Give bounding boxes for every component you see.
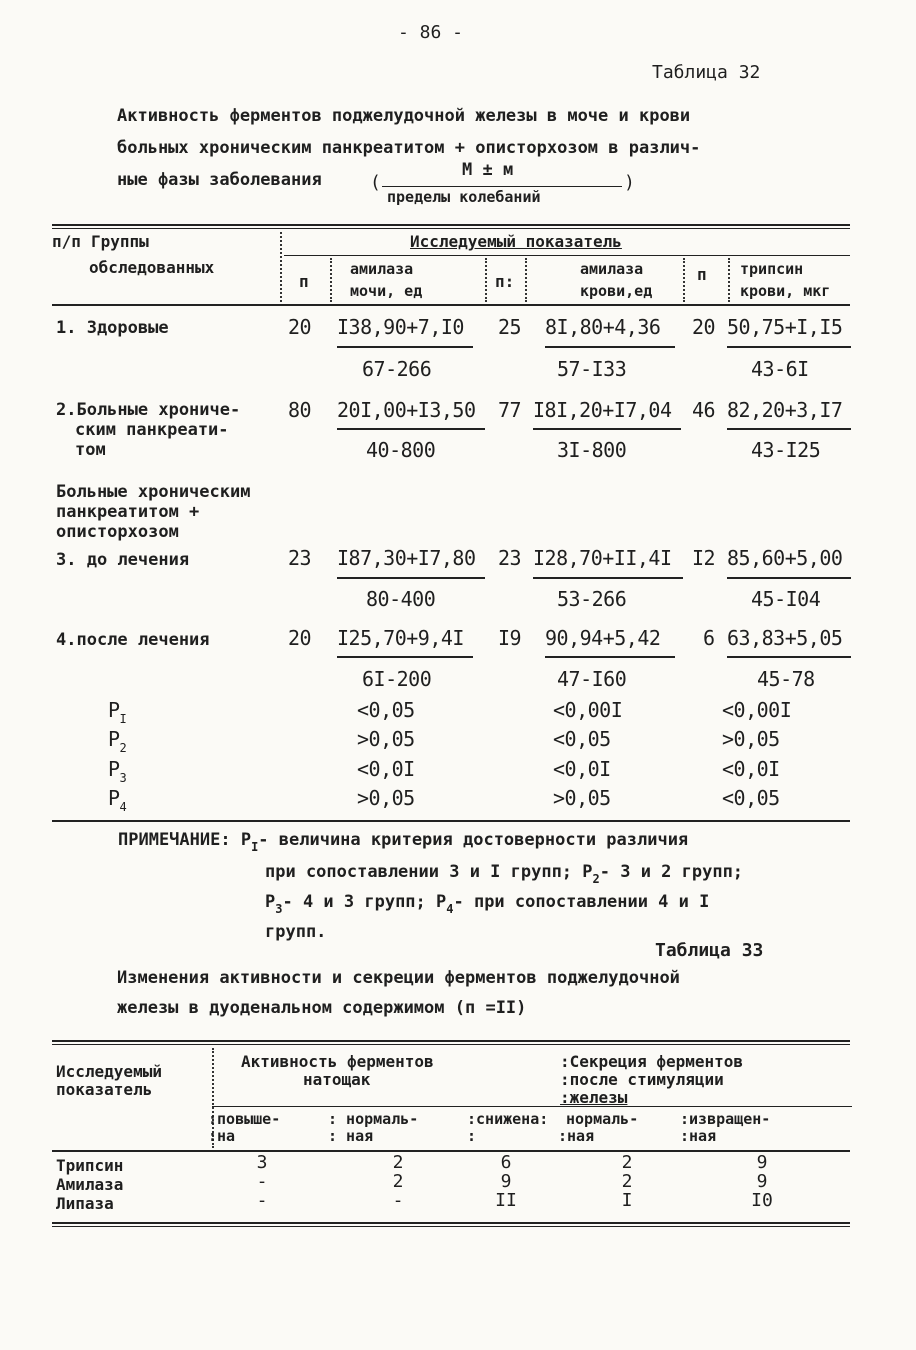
- p-row-1-v1: <0,05: [357, 698, 415, 722]
- row-1-n3: 20: [692, 315, 716, 339]
- row-2-v1-line: [337, 428, 485, 430]
- row-2-label-line-1: 2.Больные хрониче-: [56, 400, 241, 420]
- t33-row-3-c1: -: [256, 1190, 268, 1211]
- formula-denominator: пределы колебаний: [387, 188, 541, 206]
- header-groups-line-1: Группы: [91, 232, 149, 251]
- t33-row-2-c5: 9: [756, 1171, 768, 1192]
- table-32-header-bottom-rule: [52, 304, 850, 306]
- p-row-1-label: $P_I$: [108, 698, 127, 726]
- t33-header-secretion-line-2: :после стимуляции: [560, 1070, 724, 1089]
- row-3-r3: 45-I04: [751, 587, 821, 611]
- p-row-4-v3: <0,05: [722, 786, 780, 810]
- row-3-n1: 23: [288, 546, 312, 570]
- row-1-r3: 43-6I: [751, 357, 809, 381]
- t33-header-indicator-line-1: Исследуемый: [56, 1062, 162, 1081]
- header-divider: [683, 258, 685, 302]
- header-n-1: п: [299, 272, 309, 291]
- table-32-label: Таблица 32: [652, 62, 761, 83]
- p-row-3-v1: <0,0I: [357, 757, 415, 781]
- row-3-v2: I28,70+II,4I: [533, 546, 672, 570]
- row-1-v3-line: [727, 346, 851, 348]
- row-4-v1: I25,70+9,4I: [337, 626, 464, 650]
- row-3-r1: 80-400: [366, 587, 436, 611]
- table-33-label: Таблица 33: [655, 940, 764, 961]
- p-row-2-v1: >0,05: [357, 727, 415, 751]
- row-4-n3: 6: [703, 626, 715, 650]
- table-33-title-line-2: железы в дуоденальном содержимом (п =II): [117, 998, 527, 1018]
- formula-numerator: М ± м: [462, 160, 514, 180]
- header-urine-amylase-line-1: амилаза: [350, 260, 414, 278]
- row-4-n2: I9: [498, 626, 522, 650]
- row-3-n3: I2: [692, 546, 716, 570]
- t33-col-decreased-line-2: :: [467, 1127, 477, 1145]
- row-1-r1: 67-266: [362, 357, 432, 381]
- header-divider: [330, 258, 332, 302]
- header-blood-amylase-line-1: амилаза: [580, 260, 644, 278]
- row-2-v3: 82,20+3,I7: [727, 398, 843, 422]
- row-2-r2: 3I-800: [557, 438, 627, 462]
- t33-header-activity-line-1: Активность ферментов: [241, 1052, 434, 1071]
- row-2-r1: 40-800: [366, 438, 436, 462]
- subgroup-label-line-2: панкреатитом +: [56, 502, 200, 522]
- t33-col-increased-line-2: :на: [208, 1127, 236, 1145]
- header-divider: [485, 258, 487, 302]
- p-row-2-label: $P_2$: [108, 727, 127, 755]
- t33-row-1-name: Трипсин: [56, 1156, 124, 1175]
- row-4-r1: 6I-200: [362, 667, 432, 691]
- t33-row-3-c5: I0: [751, 1190, 773, 1211]
- row-1-n2: 25: [498, 315, 522, 339]
- row-4-r3: 45-78: [757, 667, 815, 691]
- t33-row-3-c2: -: [392, 1190, 404, 1211]
- p-row-3-v3: <0,0I: [722, 757, 780, 781]
- row-1-v2: 8I,80+4,36: [545, 315, 661, 339]
- note-line-4: групп.: [265, 922, 327, 942]
- row-4-label: 4.после лечения: [56, 630, 210, 650]
- row-1-v1-line: [337, 346, 473, 348]
- t33-col-normal-line-2: : ная: [328, 1127, 374, 1145]
- row-2-n1: 80: [288, 398, 312, 422]
- row-3-v3-line: [727, 577, 851, 579]
- table-32-title-line-3: ные фазы заболевания: [117, 170, 322, 190]
- row-2-label-line-2: ским панкреати-: [75, 420, 229, 440]
- t33-row-3-c4: I: [621, 1190, 633, 1211]
- row-2-v1: 20I,00+I3,50: [337, 398, 476, 422]
- row-3-label: 3. до лечения: [56, 550, 190, 570]
- t33-row-2-c3: 9: [500, 1171, 512, 1192]
- subgroup-label-line-3: описторхозом: [56, 522, 179, 542]
- row-2-label-line-3: том: [75, 440, 106, 460]
- row-3-v1-line: [337, 577, 485, 579]
- t33-row-2-c2: 2: [392, 1171, 404, 1192]
- t33-row-2-name: Амилаза: [56, 1175, 124, 1194]
- t33-subheader-rule: [212, 1106, 852, 1107]
- p-row-4-label: $P_4$: [108, 786, 127, 814]
- row-4-n1: 20: [288, 626, 312, 650]
- row-4-v1-line: [337, 656, 473, 658]
- t33-col-sec-normal-line-2: :ная: [558, 1127, 595, 1145]
- page-number: - 86 -: [398, 22, 464, 43]
- row-2-v2-line: [533, 428, 681, 430]
- t33-row-2-c4: 2: [621, 1171, 633, 1192]
- row-2-r3: 43-I25: [751, 438, 821, 462]
- row-1-v1: I38,90+7,I0: [337, 315, 464, 339]
- row-2-n3: 46: [692, 398, 716, 422]
- t33-col-sec-normal-line-1: нормаль-: [566, 1110, 639, 1128]
- table-32-top-rule: [52, 224, 850, 226]
- t33-bottom-rule: [52, 1222, 850, 1224]
- t33-header-bottom-rule: [52, 1150, 850, 1152]
- header-urine-amylase-line-2: мочи, ед: [350, 282, 423, 300]
- t33-header-activity-line-2: натощак: [303, 1070, 371, 1089]
- t33-col-perverted-line-2: :ная: [680, 1127, 717, 1145]
- header-num-col: п/п: [52, 232, 81, 251]
- header-trypsin-line-1: трипсин: [740, 260, 804, 278]
- row-1-v2-line: [545, 346, 675, 348]
- p-row-3-label: $P_3$: [108, 757, 127, 785]
- t33-header-indicator-line-2: показатель: [56, 1080, 153, 1099]
- t33-row-2-c1: -: [256, 1171, 268, 1192]
- t33-row-1-c5: 9: [756, 1152, 768, 1173]
- row-4-v3-line: [727, 656, 851, 658]
- row-1-r2: 57-I33: [557, 357, 627, 381]
- header-indicator-rule: [284, 255, 850, 256]
- table-32-title-line-1: Активность ферментов поджелудочной железы в моче и крови: [117, 106, 691, 126]
- row-2-v3-line: [727, 428, 851, 430]
- header-divider: [280, 232, 282, 302]
- table-32-title-line-2: больных хроническим панкреатитом + описторхозом в различ-: [117, 138, 701, 158]
- p-row-3-v2: <0,0I: [553, 757, 611, 781]
- row-3-v1: I87,30+I7,80: [337, 546, 476, 570]
- row-4-v2-line: [545, 656, 675, 658]
- row-2-n2: 77: [498, 398, 522, 422]
- table-33-top-rule-inner: [52, 1044, 850, 1045]
- note-line-3: $P_3-$ 4 и 3 групп; $P_4-$ при сопоставлении 4 и I: [265, 892, 710, 916]
- row-4-r2: 47-I60: [557, 667, 627, 691]
- t33-row-1-c3: 6: [500, 1152, 512, 1173]
- row-1-v3: 50,75+I,I5: [727, 315, 843, 339]
- t33-row-3-name: Липаза: [56, 1194, 114, 1213]
- p-row-1-v2: <0,00I: [553, 698, 623, 722]
- header-divider: [728, 258, 730, 302]
- t33-header-secretion-line-1: :Секреция ферментов: [560, 1052, 744, 1071]
- header-indicator: Исследуемый показатель: [410, 232, 622, 251]
- formula-open: (: [370, 172, 381, 193]
- t33-row-1-c1: 3: [256, 1152, 268, 1173]
- row-3-n2: 23: [498, 546, 522, 570]
- row-3-r2: 53-266: [557, 587, 627, 611]
- header-groups-line-2: обследованных: [89, 258, 215, 277]
- t33-row-1-c2: 2: [392, 1152, 404, 1173]
- row-1-n1: 20: [288, 315, 312, 339]
- p-row-1-v3: <0,00I: [722, 698, 792, 722]
- p-row-4-v2: >0,05: [553, 786, 611, 810]
- row-1-label: 1. Здоровые: [56, 318, 169, 338]
- p-row-4-v1: >0,05: [357, 786, 415, 810]
- t33-col-increased-line-1: :повыше-: [208, 1110, 281, 1128]
- t33-col-perverted-line-1: :извращен-: [680, 1110, 771, 1128]
- p-row-2-v2: <0,05: [553, 727, 611, 751]
- row-4-v2: 90,94+5,42: [545, 626, 661, 650]
- t33-row-1-c4: 2: [621, 1152, 633, 1173]
- t33-col-normal-line-1: : нормаль-: [328, 1110, 419, 1128]
- subgroup-label-line-1: Больные хроническим: [56, 482, 251, 502]
- table-33-top-rule: [52, 1040, 850, 1042]
- header-divider: [525, 258, 527, 302]
- header-n-3: п: [697, 265, 707, 284]
- header-n-2: п:: [495, 272, 515, 291]
- table-33-title-line-1: Изменения активности и секреции ферментов поджелудочной: [117, 968, 680, 988]
- row-3-v3: 85,60+5,00: [727, 546, 843, 570]
- t33-bottom-rule-inner: [52, 1226, 850, 1227]
- t33-header-secretion-line-3: :железы: [560, 1088, 628, 1107]
- row-2-v2: I8I,20+I7,04: [533, 398, 672, 422]
- header-trypsin-line-2: крови, мкг: [740, 282, 831, 300]
- header-blood-amylase-line-2: крови,ед: [580, 282, 653, 300]
- table-32-bottom-rule: [52, 820, 850, 822]
- row-3-v2-line: [533, 577, 683, 579]
- note-line-1: ПРИМЕЧАНИЕ: $P_I-$ величина критерия достоверности различия: [118, 830, 689, 854]
- p-row-2-v3: >0,05: [722, 727, 780, 751]
- row-4-v3: 63,83+5,05: [727, 626, 843, 650]
- t33-col-decreased-line-1: :снижена:: [467, 1110, 549, 1128]
- t33-row-3-c3: II: [495, 1190, 517, 1211]
- formula-close: ): [624, 172, 635, 193]
- formula-divider: [382, 186, 622, 187]
- note-line-2: при сопоставлении 3 и I групп; $P_2-$ 3 и 2 групп;: [265, 862, 744, 886]
- table-32-top-rule-inner: [52, 228, 850, 229]
